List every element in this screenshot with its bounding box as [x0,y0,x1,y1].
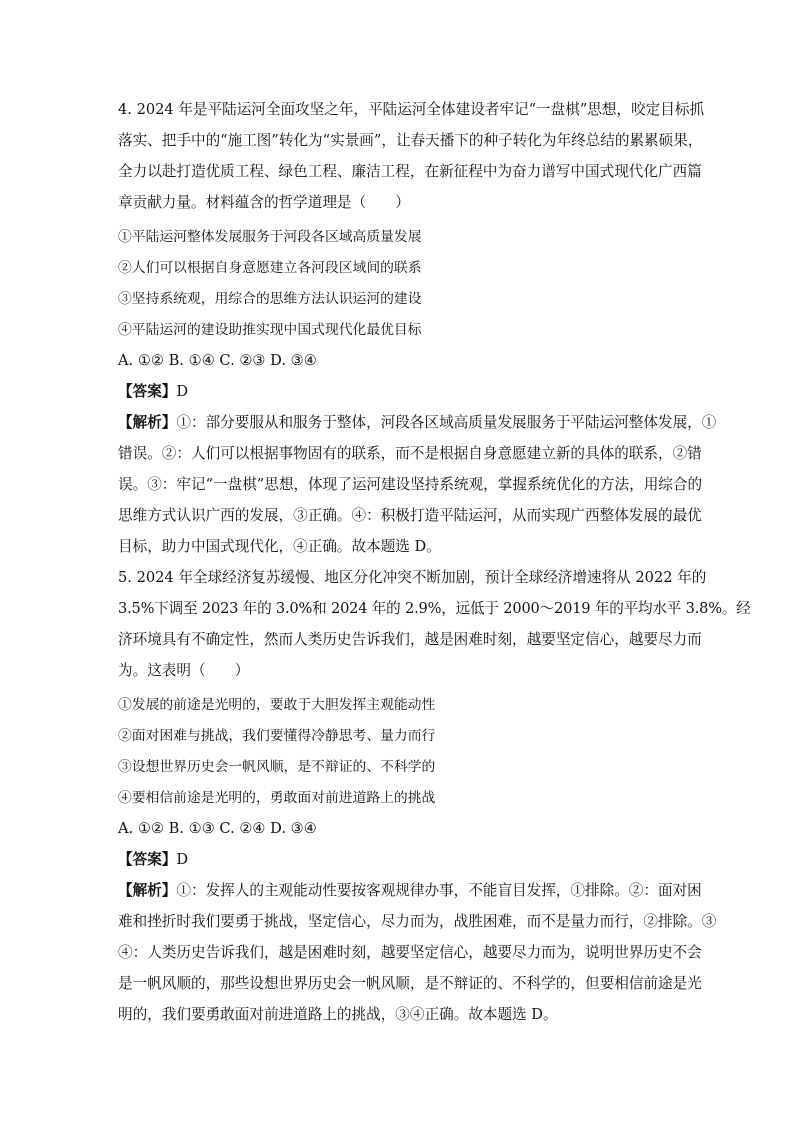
question-4-analysis-line: 思维方式认识广西的发展，③正确。④：积极打造平陆运河，从而实现广西整体发展的最优 [118,507,702,524]
question-5-answer [118,851,698,869]
question-4-stem-line: 全力以赴打造优质工程、绿色工程、廉洁工程，在新征程中为奋力谱写中国式现代化广西篇 [118,163,702,180]
question-4-analysis-line: 误。③：牢记“一盘棋”思想，体现了运河建设坚持系统观，掌握系统优化的方法，用综合的 [118,476,703,493]
question-4-stem-line: 章贡献力量。材料蕴含的哲学道理是（ ） [118,194,410,211]
question-4-choices: A. ①② B. ①④ C. ②③ D. ③④ [118,352,317,369]
question-5-analysis-line: 明的，我们要勇敢面对前进道路上的挑战，③④正确。故本题选 D。 [118,1006,558,1023]
question-5-analysis-line: 是一帆风顺的，那些设想世界历史会一帆风顺，是不辩证的、不科学的，但要相信前途是光 [118,975,702,992]
analysis-text: ①：部分要服从和服务于整体，河段各区域高质量发展服务于平陆运河整体发展，① [176,414,717,431]
question-5-analysis-line: ④：人类历史告诉我们，越是困难时刻，越要坚定信心，越要尽力而为，说明世界历史不会 [118,944,702,961]
question-4-analysis-line [118,414,717,432]
question-5-option: ③设想世界历史会一帆风顺，是不辩证的、不科学的 [118,759,436,775]
question-5-choices: A. ①② B. ①③ C. ②④ D. ③④ [118,820,317,837]
question-5-stem-line: 为。这表明（ ） [118,662,250,679]
question-4-stem-line: 落实、把手中的“施工图”转化为“实景画”，让春天播下的种子转化为年终总结的累累硕果， [118,132,703,149]
answer-label: 【答案】 [118,383,177,400]
analysis-label: 【解析】 [118,414,177,431]
question-4-stem-line: 4. 2024 年是平陆运河全面攻坚之年，平陆运河全体建设者牢记“一盘棋”思想，咬定目标抓 [118,101,705,118]
answer-value: D [176,383,189,400]
question-4-option: ②人们可以根据自身意愿建立各河段区域间的联系 [118,260,422,276]
analysis-label: 【解析】 [118,882,177,899]
analysis-text: ①：发挥人的主观能动性要按客观规律办事，不能盲目发挥，①排除。②：面对困 [176,882,702,899]
answer-label: 【答案】 [118,851,177,868]
question-4-answer [118,383,698,401]
question-4-option: ①平陆运河整体发展服务于河段各区域高质量发展 [118,229,422,245]
question-4-option: ④平陆运河的建设助推实现中国式现代化最优目标 [118,322,422,338]
question-5-analysis-line [118,882,702,900]
question-5-stem-line: 5. 2024 年全球经济复苏缓慢、地区分化冲突不断加剧，预计全球经济增速将从 2022 年的 [118,569,707,586]
question-5-option: ④要相信前途是光明的，勇敢面对前进道路上的挑战 [118,790,436,806]
question-5-analysis-line: 难和挫折时我们要勇于挑战，坚定信心，尽力而为，战胜困难，而不是量力而行，②排除。③ [118,913,717,930]
question-4-analysis-line: 错误。②：人们可以根据事物固有的联系，而不是根据自身意愿建立新的具体的联系，②错 [118,445,702,462]
question-5-option: ①发展的前途是光明的，要敢于大胆发挥主观能动性 [118,697,436,713]
question-5-stem-line: 3.5%下调至 2023 年的 3.0%和 2024 年的 2.9%，远低于 2000～2019 年的平均水平 3.8%。经 [118,600,751,617]
answer-value: D [176,851,189,868]
question-4-analysis-line: 目标，助力中国式现代化，④正确。故本题选 D。 [118,538,441,555]
question-4-option: ③坚持系统观，用综合的思维方法认识运河的建设 [118,291,422,307]
question-5-stem-line: 济环境具有不确定性，然而人类历史告诉我们，越是困难时刻，越要坚定信心，越要尽力而 [118,631,702,648]
question-5-option: ②面对困难与挑战，我们要懂得冷静思考、量力而行 [118,728,436,744]
